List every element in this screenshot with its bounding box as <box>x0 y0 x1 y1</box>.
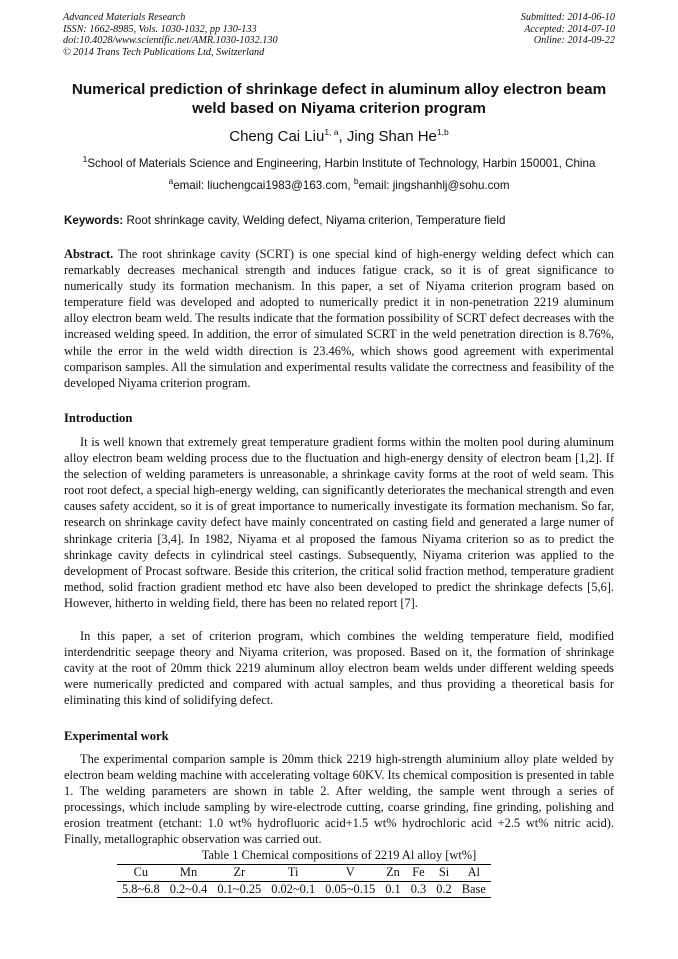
author-1-affil-mark: 1, a <box>324 127 339 137</box>
author-2-name: Jing Shan He <box>346 128 437 145</box>
keywords <box>64 214 624 227</box>
table-cell-si: 0.2 <box>436 881 452 896</box>
table-header-cu: Cu <box>133 865 149 879</box>
copyright-line: © 2014 Trans Tech Publications Ltd, Switzerland <box>63 46 265 58</box>
table-cell-v: 0.05~0.15 <box>325 881 376 896</box>
table-cell-zr: 0.1~0.25 <box>217 881 262 896</box>
experimental-heading: Experimental work <box>64 729 169 743</box>
keywords-label: Keywords: <box>64 214 124 227</box>
table-header-zr: Zr <box>233 865 246 879</box>
author-2-affil-mark: 1,b <box>436 127 449 137</box>
email-b-mark: b <box>353 176 359 187</box>
abstract-text: The root shrinkage cavity (SCRT) is one special kind of high-energy welding defect which can remarkably decreases mechanical strength and induces fatigue crack, so it is of great significance to numerically study its formation mechanism. In this paper, a set of Niyama criterion program based on temperature field was developed and adopted to numerically predict it in non-penetration 2219 aluminum alloy electron beam weld. The results indicate that the formation possibility of SCRT defect decreases with the increased welding speed. In addition, the error of simulated SCRT in the weld penetration direction is 8.76%, while the error in the weld width direction is 23.46%, which shows good agreement with experimental comparison samples. All the simulation and experimental results validate the correctness and feasibility of the developed Niyama criterion program. <box>64 247 614 390</box>
author-line <box>0 128 678 145</box>
email-b: email: jingshanhlj@sohu.com <box>358 179 510 192</box>
email-line <box>0 176 678 192</box>
table-cell-mn: 0.2~0.4 <box>169 881 208 896</box>
abstract-label: Abstract. <box>64 247 114 261</box>
table-header-row <box>117 865 491 882</box>
table-1-chemical-compositions <box>117 864 491 898</box>
author-separator: , <box>338 128 347 145</box>
table-header-al: Al <box>467 865 480 879</box>
abstract <box>64 246 614 391</box>
issn-line: ISSN: 1662-8985, Vols. 1030-1032, pp 130-133 <box>63 23 257 35</box>
journal-name: Advanced Materials Research <box>63 12 186 23</box>
table-1-caption: Table 1 Chemical compositions of 2219 Al alloy [wt%] <box>201 848 477 862</box>
table-cell-ti: 0.02~0.1 <box>271 881 316 896</box>
affiliation <box>0 154 678 170</box>
table-header-ti: Ti <box>287 865 299 879</box>
table-header-mn: Mn <box>179 865 198 879</box>
table-cell-cu: 5.8~6.8 <box>122 881 160 896</box>
paper-title: Numerical prediction of shrinkage defect in aluminum alloy electron beam weld based on Niyama criterion program <box>71 81 607 117</box>
table-row <box>117 881 491 898</box>
affiliation-mark: 1 <box>82 154 88 165</box>
table-cell-fe: 0.3 <box>410 881 427 896</box>
table-header-fe: Fe <box>412 865 425 879</box>
keywords-text: Root shrinkage cavity, Welding defect, Niyama criterion, Temperature field <box>123 214 506 227</box>
email-a: email: liuchengcai1983@163.com, <box>173 179 354 192</box>
accepted-date: Accepted: 2014-07-10 <box>524 23 615 35</box>
journal-header-right <box>521 12 615 47</box>
experimental-paragraph-1: The experimental comparion sample is 20mm thick 2219 high-strength aluminium alloy plate welded by electron beam welding machine with accelerating voltage 60KV. Its chemical composition is presented in table 1. The welding parameters are shown in table 2. After welding, the sample went through a series of processings, which include sampling by wire-electrode cutting, coarse grinding, fine grinding, polishing and erosion treatment (etchant: 1.0 wt% hydrofluoric acid+1.5 wt% hydrochloric acid +2.5 wt% nitric acid). Finally, metallographic observation was carried out. <box>64 752 614 847</box>
journal-header-left <box>63 12 278 58</box>
online-date: Online: 2014-09-22 <box>533 35 615 47</box>
doi-line: doi:10.4028/www.scientific.net/AMR.1030-1032.130 <box>63 35 278 47</box>
table-header-si: Si <box>438 865 450 879</box>
affiliation-text: School of Materials Science and Engineering, Harbin Institute of Technology, Harbin 150001, China <box>87 157 596 170</box>
table-cell-zn: 0.1 <box>385 881 401 896</box>
table-header-v: V <box>345 865 355 879</box>
author-1-name: Cheng Cai Liu <box>229 128 325 145</box>
introduction-paragraph-1: It is well known that extremely great temperature gradient forms within the molten pool during aluminum alloy electron beam welding process due to the fluctuation and high-energy density of electron beam [1,2]. If the selection of welding parameters is unreasonable, a shrinkage cavity forms at the root of weld seam. This root root defect, a special high-energy welding, can significantly deteriorates the mechanical strength and even causes safety accident, so it is of great importance to numerically investigate its formation mechanism. So far, research on shrinkage cavity defect have mainly concentrated on casting field and generated a large numer of shrinkage criteria [3,4]. In 1982, Niyama et al proposed the famous Niyama criterion so as to predict the shrinkage cavity defects in cylindrical steel castings. Subsequently, Niyama criterion was applied to the development of Procast software. Beside this criterion, the critical solid fraction method, temperature gradient method, solid fraction gradient method etc have also been developed to predict the shrinkage defects [5,6]. However, hitherto in welding field, there has been no related report [7]. <box>64 435 614 610</box>
email-a-mark: a <box>168 176 174 187</box>
introduction-paragraph-2: In this paper, a set of criterion program, which combines the welding temperature field, modified interdendritic seepage theory and Niyama criterion, was proposed. Based on it, the formation of shrinkage cavity at the root of 20mm thick 2219 aluminum alloy electron beam welds under different welding speeds were numerically predicted and compared with actual samples, and thus providing a theoretical basis for eliminating this kind of solidifying defect. <box>64 629 614 708</box>
submitted-date: Submitted: 2014-06-10 <box>520 12 615 23</box>
table-cell-al: Base <box>461 881 486 896</box>
introduction-heading: Introduction <box>64 411 133 425</box>
table-header-zn: Zn <box>386 865 400 879</box>
